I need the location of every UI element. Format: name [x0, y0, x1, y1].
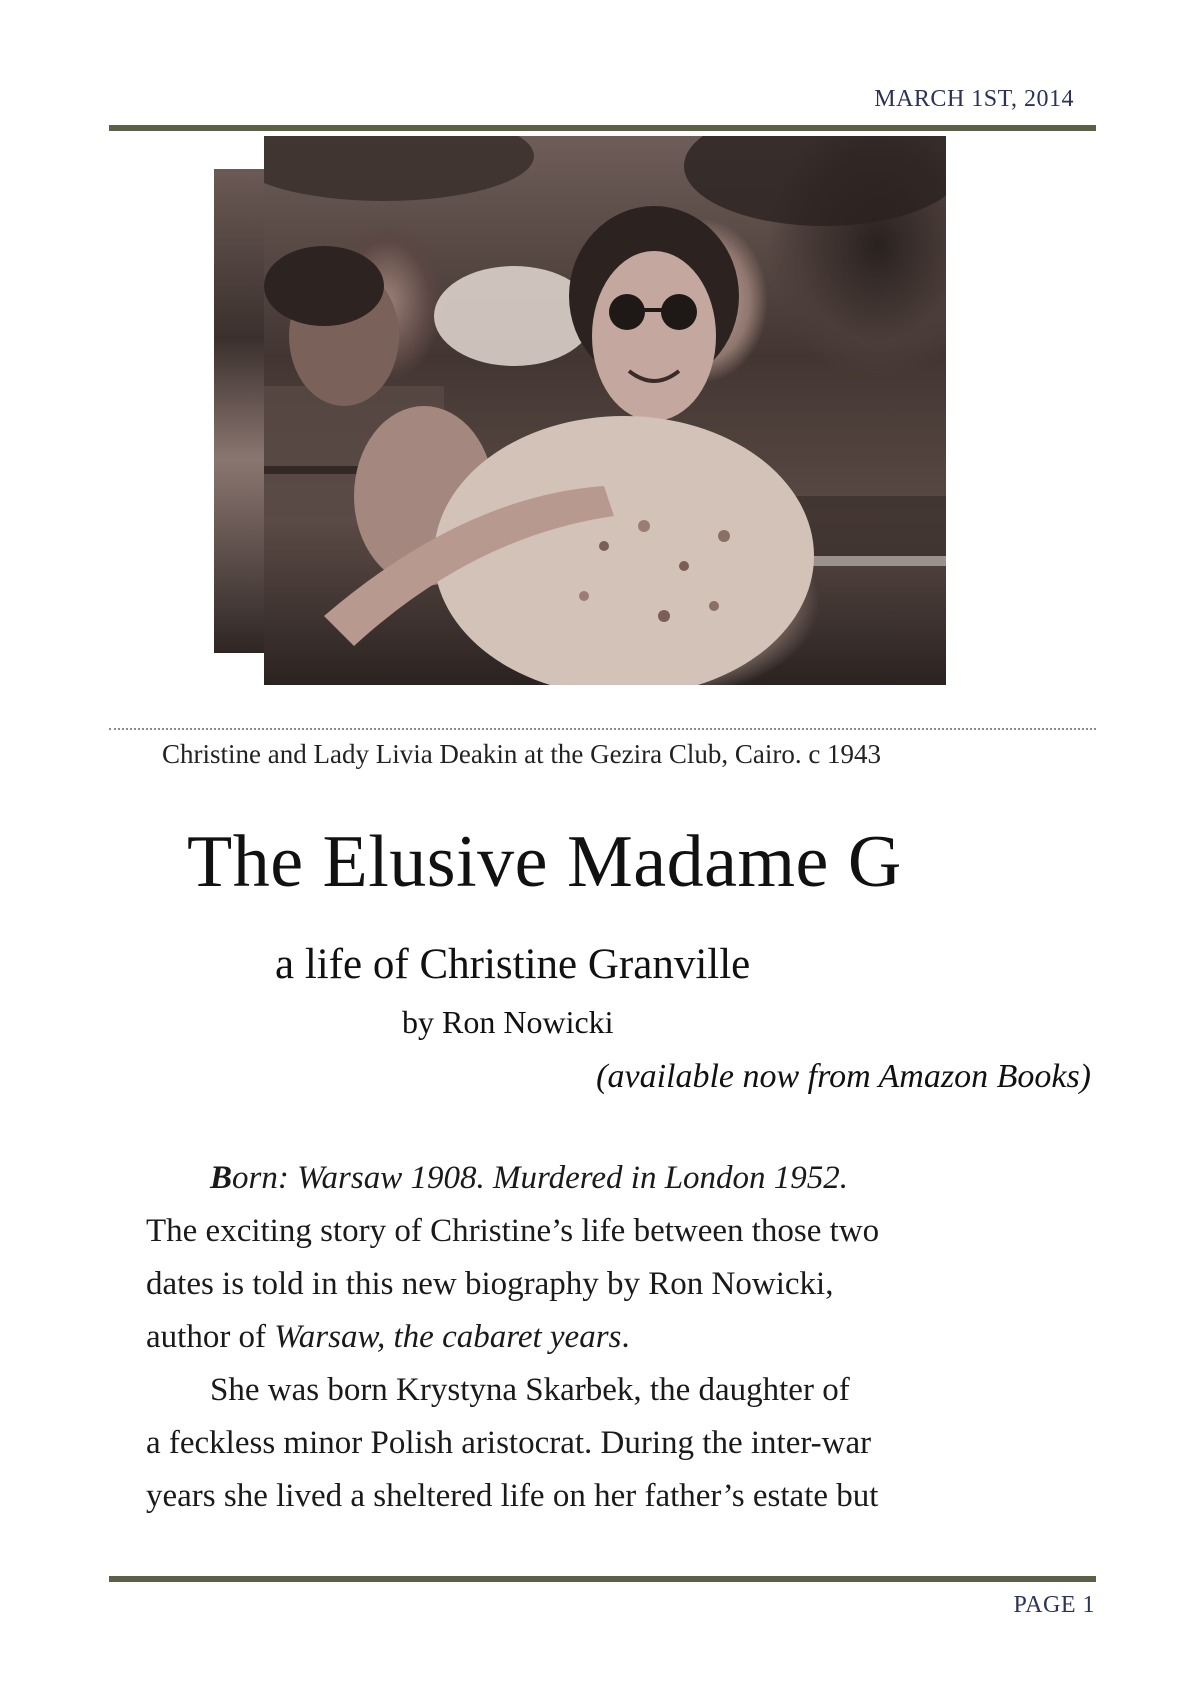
paragraph-1-line-4 [146, 1311, 1026, 1364]
sentence-end: . [621, 1319, 630, 1355]
paragraph-1-line-1 [146, 1152, 1026, 1205]
page-number: PAGE 1 [1013, 1592, 1095, 1618]
article-byline: by Ron Nowicki [402, 1004, 614, 1040]
article-body [146, 1152, 1026, 1523]
paragraph-1-line-3: dates is told in this new biography by Ron Nowicki, [146, 1266, 834, 1302]
photo [214, 136, 946, 685]
drop-initial: B [210, 1160, 233, 1196]
article-title: The Elusive Madame G [187, 821, 902, 903]
author-prefix: author of [146, 1319, 275, 1355]
caption-divider [109, 728, 1096, 730]
bottom-rule [109, 1576, 1096, 1582]
paragraph-2-line-1: She was born Krystyna Skarbek, the daughter of [210, 1372, 850, 1408]
article-subtitle: a life of Christine Granville [275, 941, 751, 988]
book-title: Warsaw, the cabaret years [274, 1319, 622, 1355]
paragraph-1-line-2: The exciting story of Christine’s life between those two [146, 1213, 880, 1249]
photo-caption: Christine and Lady Livia Deakin at the Gezira Club, Cairo. c 1943 [162, 739, 882, 769]
availability-note: (available now from Amazon Books) [596, 1058, 1091, 1095]
photo-main [264, 136, 946, 685]
paragraph-2-line-3: years she lived a sheltered life on her father’s estate but [146, 1478, 879, 1514]
header-date: MARCH 1ST, 2014 [874, 86, 1074, 112]
top-rule [109, 125, 1096, 131]
photo-illustration [264, 136, 946, 685]
born-text: orn: Warsaw 1908. Murdered in London 1952. [232, 1160, 849, 1196]
photo-offset-strip [214, 169, 266, 653]
paragraph-2-line-2: a feckless minor Polish aristocrat. During the inter-war [146, 1425, 872, 1461]
